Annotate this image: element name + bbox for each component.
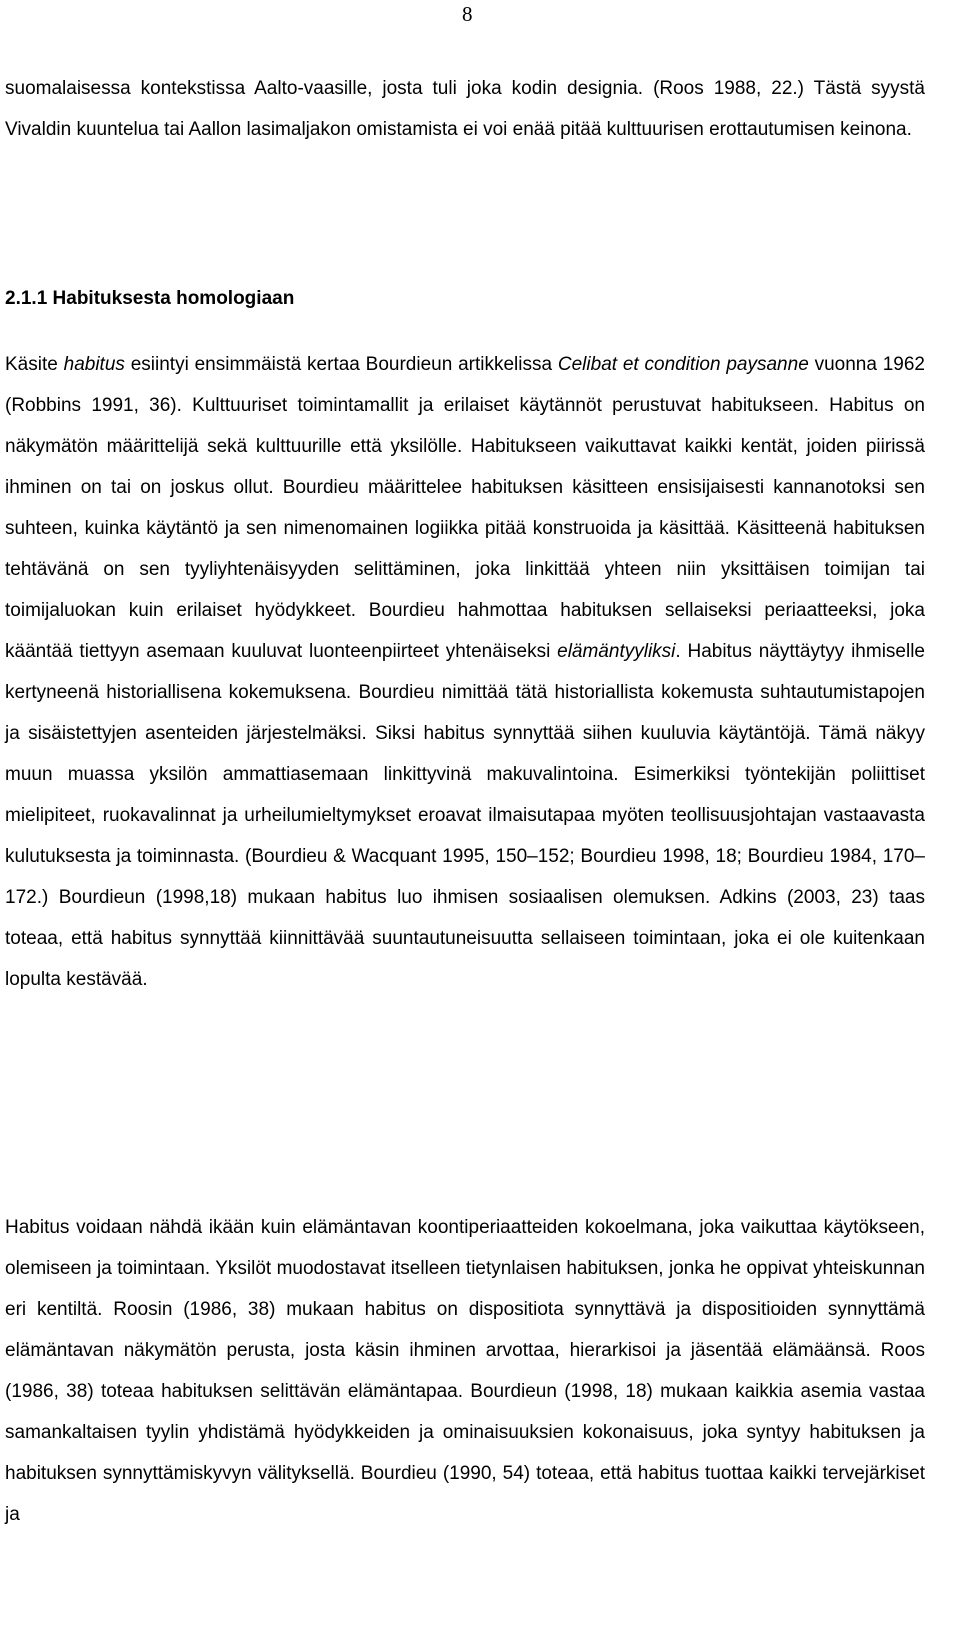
paragraph-text: . Habitus näyttäytyy ihmiselle kertyneenä historiallisena kokemuksena. Bourdieu nimittää tätä historiallista kokemusta suhtautumistapojen ja sisäistettyjen asenteiden järjestelmäksi. Siksi habitus synnyttää siihen kuuluvia käytäntöjä. Tämä näkyy muun muassa yksilön ammattiasemaan linkittyvinä makuvalintoina. Esimerkiksi työntekijän poliittiset mielipiteet, ruokavalinnat ja urheilumieltymykset eroavat ilmaisutapaa myöten teollisuusjohtajan vastaavasta kulutuksesta ja toiminnasta. (Bourdieu & Wacquant 1995, 150–152; Bourdieu 1998, 18; Bourdieu 1984, 170–172.) Bourdieun (1998,18) mukaan habitus luo ihmisen sosiaalisen olemuksen. Adkins (2003, 23) taas toteaa, että habitus synnyttää kiinnittävää suuntautuneisuutta sellaiseen toimintaan, joka ei ole kuitenkaan lopulta kestävää.	[5, 641, 925, 990]
paragraph-habitus-lifestyle: Habitus voidaan nähdä ikään kuin elämäntavan koontiperiaatteiden kokoelmana, joka vaikuttaa käytökseen, olemiseen ja toimintaan. Yksilöt muodostavat itselleen tietynlaisen habituksen, jonka he oppivat yhteiskunnan eri kentiltä. Roosin (1986, 38) mukaan habitus on dispositiota synnyttävä ja dispositioiden synnyttämä elämäntavan näkymätön perusta, josta käsin ihminen arvottaa, hierarkisoi ja jäsentää elämäänsä. Roos (1986, 38) toteaa habituksen selittävän elämäntapaa. Bourdieun (1998, 18) mukaan kaikkia asemia vastaa samankaltaisen tyylin yhdistämä hyödykkeiden ja ominaisuuksien kokonaisuus, joka syntyy habituksen ja habituksen synnyttämiskyvyn välityksellä. Bourdieu (1990, 54) toteaa, että habitus tuottaa kaikki tervejärkiset ja	[5, 1217, 925, 1525]
paragraph-habitus-definition	[5, 344, 925, 1000]
italic-title: Celibat et condition paysanne	[557, 354, 809, 375]
italic-term: habitus	[63, 354, 125, 375]
italic-term: elämäntyyliksi	[557, 641, 676, 662]
paragraph-text: Käsite	[5, 354, 64, 375]
page-number: 8	[462, 2, 473, 26]
section-heading: 2.1.1 Habituksesta homologiaan	[5, 288, 295, 309]
paragraph-text: esiintyi ensimmäistä kertaa Bourdieun artikkelissa	[124, 354, 558, 375]
intro-paragraph: suomalaisessa kontekstissa Aalto-vaasille, josta tuli joka kodin designia. (Roos 1988, 22.) Tästä syystä Vivaldin kuuntelua tai Aallon lasimaljakon omistamista ei voi enää pitää kulttuurisen erottautumisen keinona.	[5, 78, 925, 140]
paragraph-text: vuonna 1962 (Robbins 1991, 36). Kulttuuriset toimintamallit ja erilaiset käytännöt perustuvat habitukseen. Habitus on näkymätön määrittelijä sekä kulttuurille että yksilölle. Habitukseen vaikuttavat kaikki kentät, joiden piirissä ihminen on tai on joskus ollut. Bourdieu määrittelee habituksen käsitteen ensisijaisesti kannanotoksi sen suhteen, kuinka käytäntö ja sen nimenomainen logiikka pitää konstruoida ja käsittää. Käsitteenä habituksen tehtävänä on sen tyyliyhtenäisyyden selittäminen, joka linkittää yhteen niin yksittäisen toimijan tai toimijaluokan kuin erilaiset hyödykkeet. Bourdieu hahmottaa habituksen sellaiseksi periaatteeksi, joka kääntää tiettyyn asemaan kuuluvat luonteenpiirteet yhtenäiseksi	[5, 354, 925, 662]
